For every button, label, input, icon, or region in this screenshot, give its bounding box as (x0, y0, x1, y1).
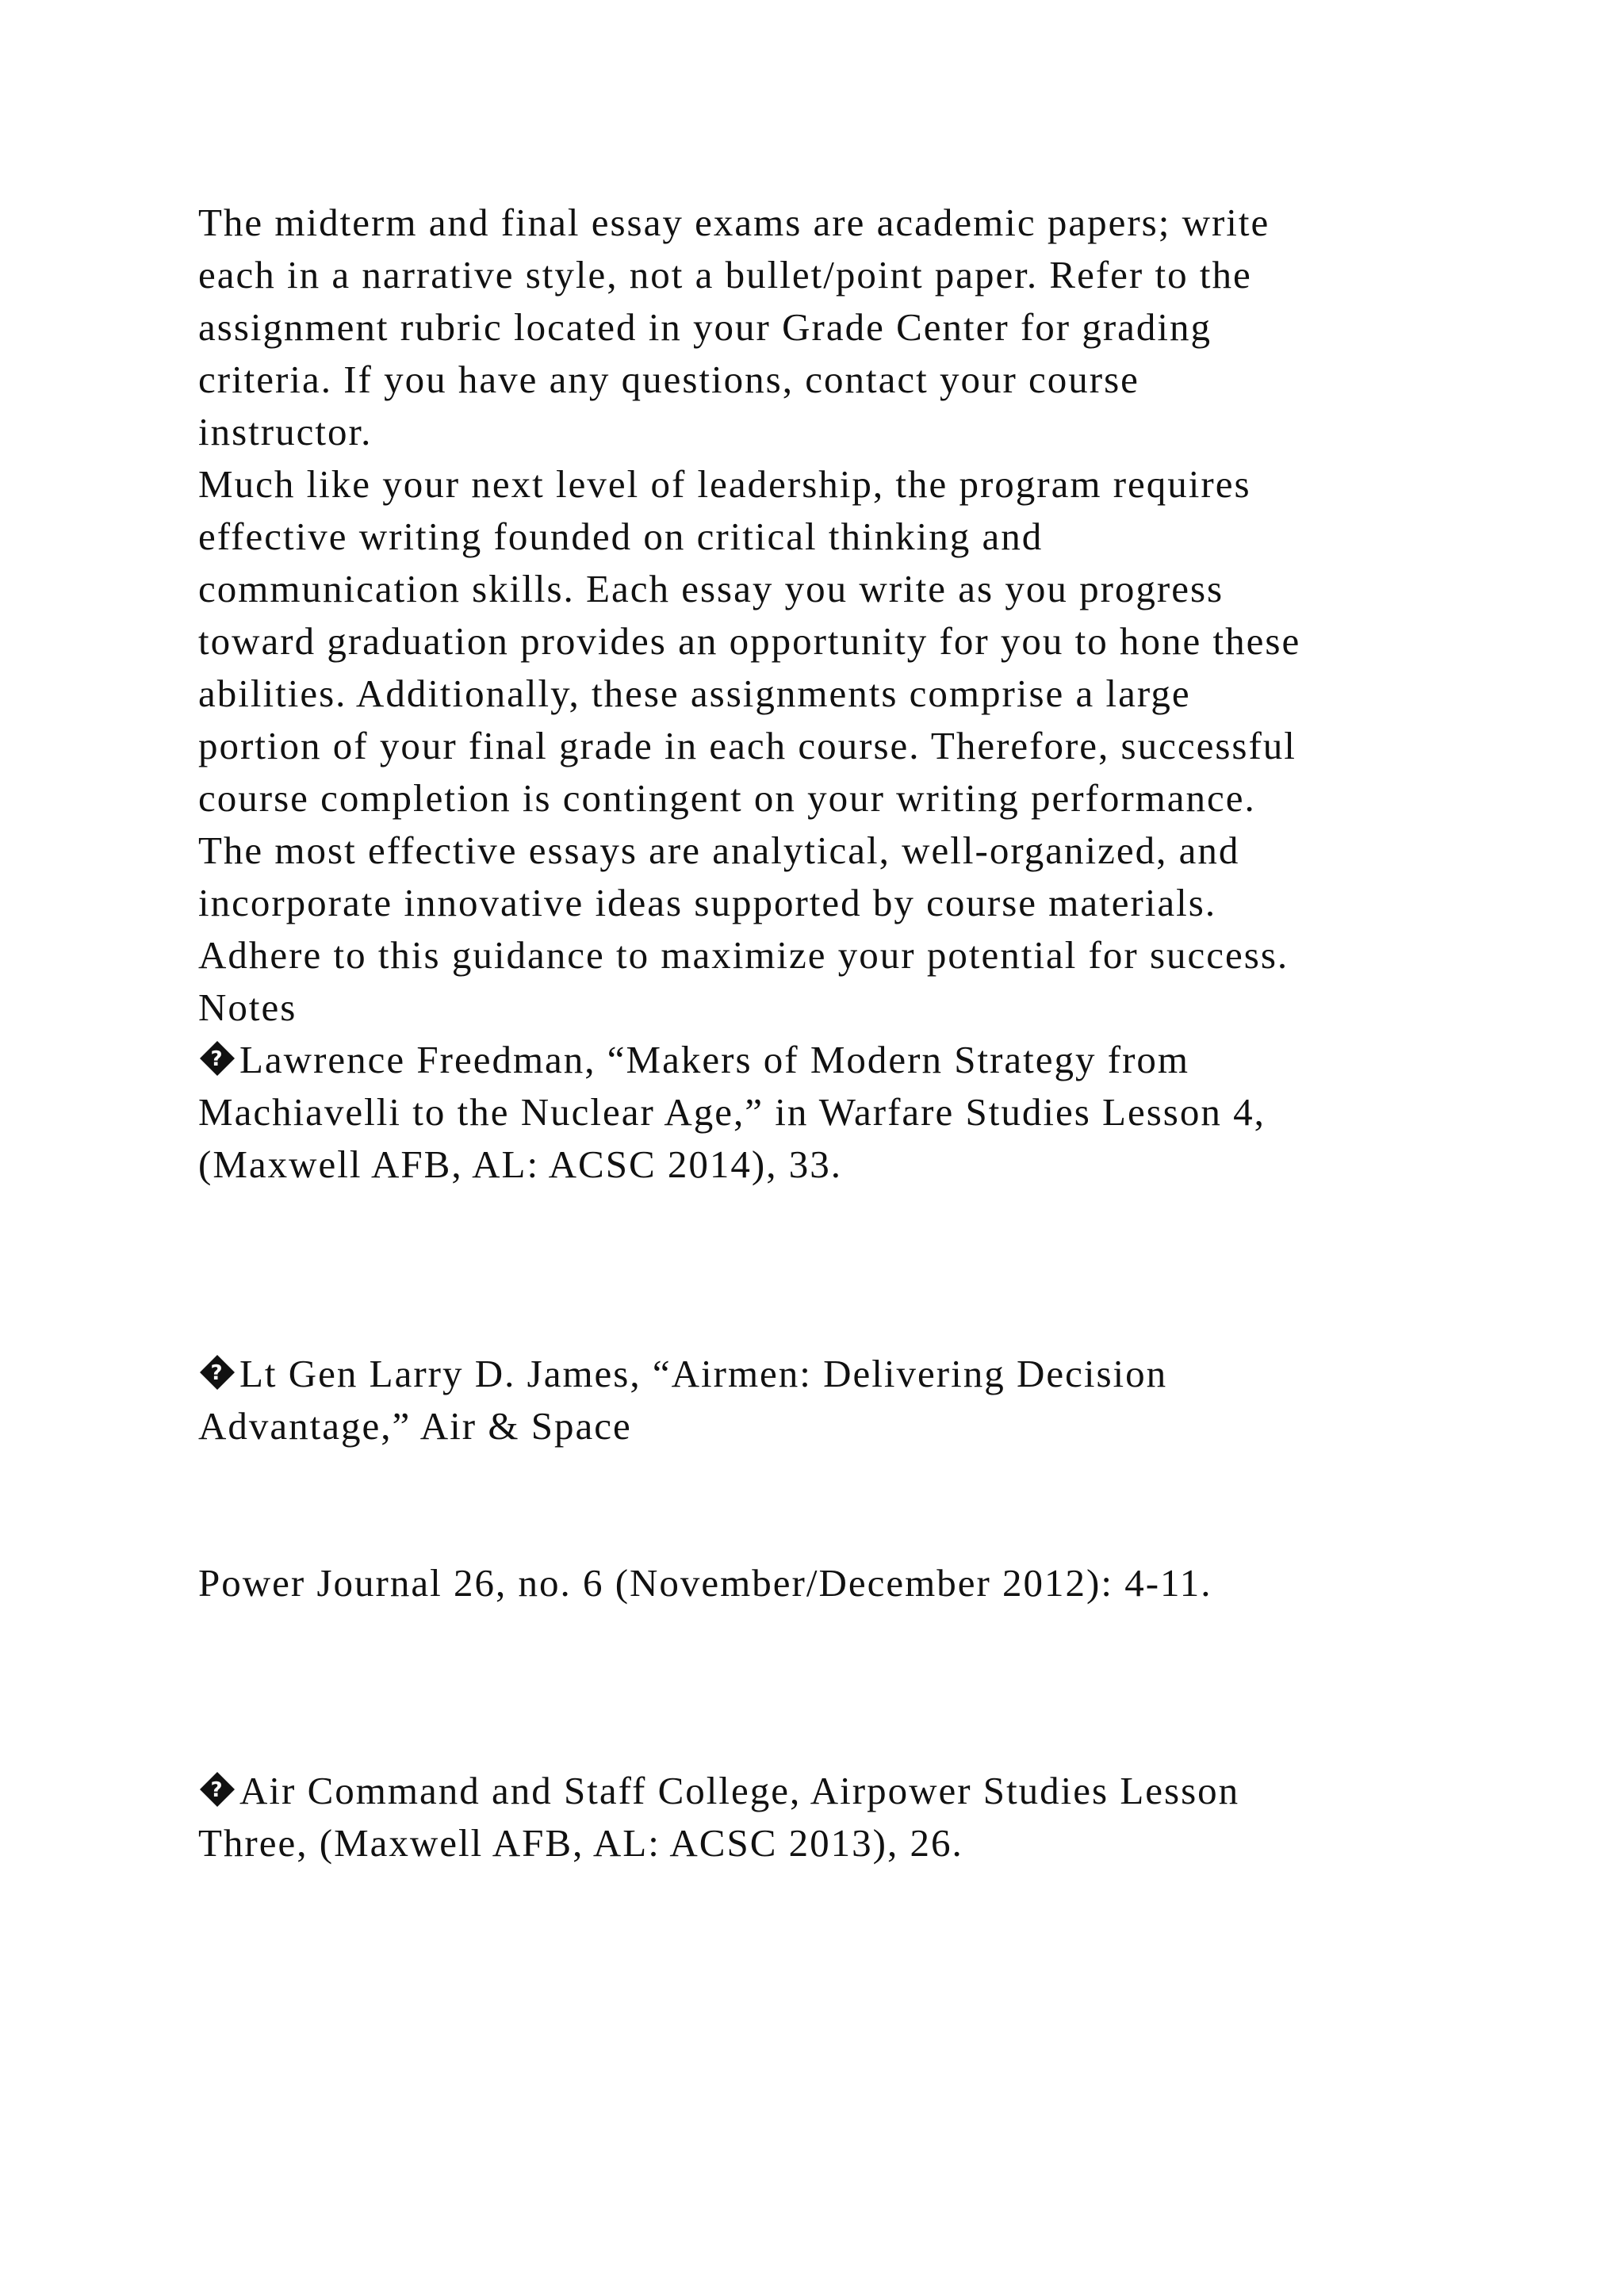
body-line: Adhere to this guidance to maximize your potential for success. (198, 933, 1289, 977)
note-2-text: Lt Gen Larry D. James, “Airmen: Delivering Decision (239, 1352, 1168, 1395)
note-3-text: Air Command and Staff College, Airpower Studies Lesson (239, 1769, 1240, 1812)
body-line: The midterm and final essay exams are academic papers; write (198, 201, 1270, 244)
svg-text:?: ? (210, 1778, 224, 1802)
note-1-text: Lawrence Freedman, “Makers of Modern Strategy from (239, 1038, 1190, 1081)
note-2-line-1 (198, 1348, 1546, 1400)
body-line: effective writing founded on critical thinking and (198, 515, 1044, 558)
body-line: assignment rubric located in your Grade Center for grading (198, 305, 1212, 349)
note-3-line-1 (198, 1765, 1546, 1817)
replacement-character-icon (198, 1039, 236, 1077)
body-paragraphs (198, 197, 1546, 1191)
note-1-line-2: Machiavelli to the Nuclear Age,” in Warfare Studies Lesson 4, (198, 1090, 1266, 1134)
body-line: toward graduation provides an opportunity for you to hone these (198, 619, 1301, 663)
body-line: portion of your final grade in each course. Therefore, successful (198, 724, 1297, 767)
svg-text:?: ? (210, 1047, 224, 1071)
note-1-line-1 (198, 1034, 1546, 1086)
replacement-character-icon (198, 1353, 236, 1391)
note-2 (198, 1348, 1546, 1452)
body-line: incorporate innovative ideas supported by course materials. (198, 881, 1217, 924)
body-line: Much like your next level of leadership, the program requires (198, 462, 1251, 506)
replacement-character-icon (198, 1770, 236, 1808)
note-3-line-2: Three, (Maxwell AFB, AL: ACSC 2013), 26. (198, 1821, 963, 1865)
body-line: course completion is contingent on your writing performance. (198, 776, 1256, 820)
note-1-line-3: (Maxwell AFB, AL: ACSC 2014), 33. (198, 1142, 842, 1186)
body-line: criteria. If you have any questions, contact your course (198, 358, 1139, 401)
body-line: The most effective essays are analytical, well-organized, and (198, 828, 1240, 872)
body-line: instructor. (198, 410, 373, 453)
notes-heading: Notes (198, 985, 297, 1029)
body-line: communication skills. Each essay you write as you progress (198, 567, 1224, 610)
note-2-continued (198, 1557, 1546, 1609)
body-line: abilities. Additionally, these assignments comprise a large (198, 672, 1191, 715)
note-2-line-2: Advantage,” Air & Space (198, 1404, 632, 1448)
note-3 (198, 1765, 1546, 1869)
body-line: each in a narrative style, not a bullet/point paper. Refer to the (198, 253, 1252, 297)
note-2-line-3: Power Journal 26, no. 6 (November/December 2012): 4-11. (198, 1561, 1212, 1605)
svg-text:?: ? (210, 1361, 224, 1385)
